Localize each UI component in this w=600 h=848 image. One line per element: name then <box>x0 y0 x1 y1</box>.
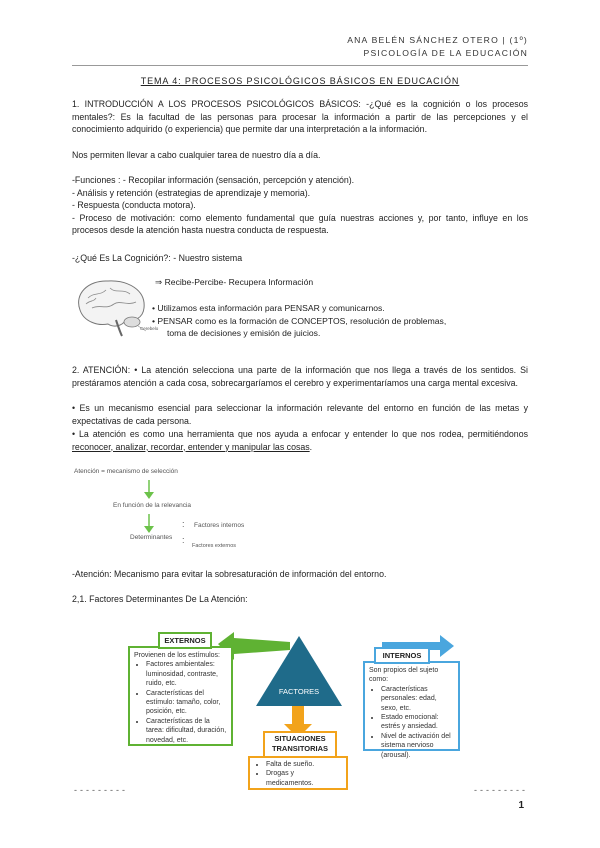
flow-middle: En función de la relevancia <box>113 502 192 509</box>
header <box>347 34 528 60</box>
internos-item: • Nivel de activación del sistema nervioso (arousal). <box>381 732 454 760</box>
situaciones-title: SITUACIONES TRANSITORIAS <box>263 731 337 758</box>
internos-title: INTERNOS <box>374 647 430 664</box>
internos-item: • Estado emocional: estrés y ansiedad. <box>381 713 454 732</box>
externos-intro: Provienen de los estímulos: <box>134 652 220 659</box>
header-author: ANA BELÉN SÁNCHEZ OTERO | (1º) <box>347 35 528 45</box>
funcion-item: - Respuesta (conducta motora). <box>72 200 196 211</box>
externos-title: EXTERNOS <box>158 632 212 649</box>
funciones-list <box>72 174 528 237</box>
funcion-item: -Funciones : - Recopilar información (sensación, percepción y atención). <box>72 175 355 185</box>
factores-triangle <box>254 634 344 708</box>
atencion-underlined: reconocer, analizar, recordar, entender y manipular las cosas <box>72 441 310 452</box>
footer-dashes-left: --------- <box>74 785 128 795</box>
page-number: 1 <box>518 800 524 811</box>
cognicion-arrow-line: ⇒ Recibe-Percibe- Recupera Información <box>155 277 314 287</box>
cognicion-bullet: • PENSAR como es la formación de CONCEPTOS, resolución de problemas, <box>152 315 447 326</box>
brain-label: Cerebelo <box>140 326 159 331</box>
externos-item: • Características del estímulo: tamaño, color, posición, etc. <box>146 689 227 717</box>
atencion-p3: • La atención es como una herramienta que nos ayuda a enfocar y entender lo que nos rodea, permitiéndonos reconocer, analizar, recordar, entender y manipular las cosas. <box>72 429 528 452</box>
flow-top: Atención = mecanismo de selección <box>74 468 178 475</box>
flow-arrows <box>140 478 158 542</box>
cognicion-bullets <box>152 302 512 340</box>
flow-opt-internos: Factores internos <box>194 522 245 529</box>
internos-item: • Características personales: edad, sexo, etc. <box>381 685 454 713</box>
footer-dashes-right: --------- <box>474 785 528 795</box>
factores-heading: 2,1. Factores Determinantes De La Atención: <box>72 594 248 604</box>
flow-brace-2: : <box>182 535 185 545</box>
intro-paragraph: 1. INTRODUCCIÓN A LOS PROCESOS PSICOLÓGICOS BÁSICOS: -¿Qué es la cognición o los procesos mentales?: Es la facultad de las personas para procesar la información a partir de las percepciones y el conocimiento adquirido (o experiencia) que permite dar una interpretación a la información. <box>72 99 528 135</box>
atencion-definicion: -Atención: Mecanismo para evitar la sobresaturación de información del entorno. <box>72 569 387 579</box>
header-rule <box>72 65 528 66</box>
atencion-p2: • Es un mecanismo esencial para seleccionar la información relevante del entorno en función de las metas y expectativas de cada persona. <box>72 403 528 426</box>
atencion-p1: 2. ATENCIÓN: • La atención selecciona una parte de la información que nos llega a través de los sentidos. Si prestáramos atención a cada cosa, sobrecargaríamos el cerebro y experimentaríamos una carga mental excesiva. <box>72 365 528 388</box>
externos-item: • Características de la tarea: dificultad, duración, novedad, etc. <box>146 717 227 745</box>
cognicion-question: -¿Qué Es La Cognición?: - Nuestro sistema <box>72 253 243 263</box>
funcion-item: - Proceso de motivación: como elemento fundamental que guía nuestras acciones y, por tanto, influye en los procesos desde la atención hasta nuestra conducta de respuesta. <box>72 212 528 236</box>
funcion-item: - Análisis y retención (estrategias de aprendizaje y memoria). <box>72 187 311 198</box>
cognicion-bullet: • Utilizamos esta información para PENSAR y comunicarnos. <box>152 303 385 313</box>
header-subject: PSICOLOGÍA DE LA EDUCACIÓN <box>363 48 528 58</box>
factores-center-label: FACTORES <box>278 687 320 696</box>
flow-opt-externos: Factores externos <box>192 543 237 549</box>
page-title: TEMA 4: PROCESOS PSICOLÓGICOS BÁSICOS EN EDUCACIÓN <box>140 76 460 86</box>
situaciones-item: • Drogas y medicamentos. <box>266 769 342 788</box>
externos-box <box>128 646 233 746</box>
cognicion-bullet-cont: toma de decisiones y emisión de juicios. <box>167 328 321 339</box>
internos-box <box>363 661 460 759</box>
flow-left: Determinantes <box>130 534 173 541</box>
brain-illustration <box>72 276 150 338</box>
situaciones-box <box>248 756 348 790</box>
externos-item: • Factores ambientales: luminosidad, contraste, ruido, etc. <box>146 660 227 688</box>
intro-line2: Nos permiten llevar a cabo cualquier tarea de nuestro día a día. <box>72 150 321 160</box>
situaciones-item: • Falta de sueño. <box>266 760 342 769</box>
internos-intro: Son propios del sujeto como: <box>369 667 439 684</box>
flow-brace: : <box>182 519 185 529</box>
